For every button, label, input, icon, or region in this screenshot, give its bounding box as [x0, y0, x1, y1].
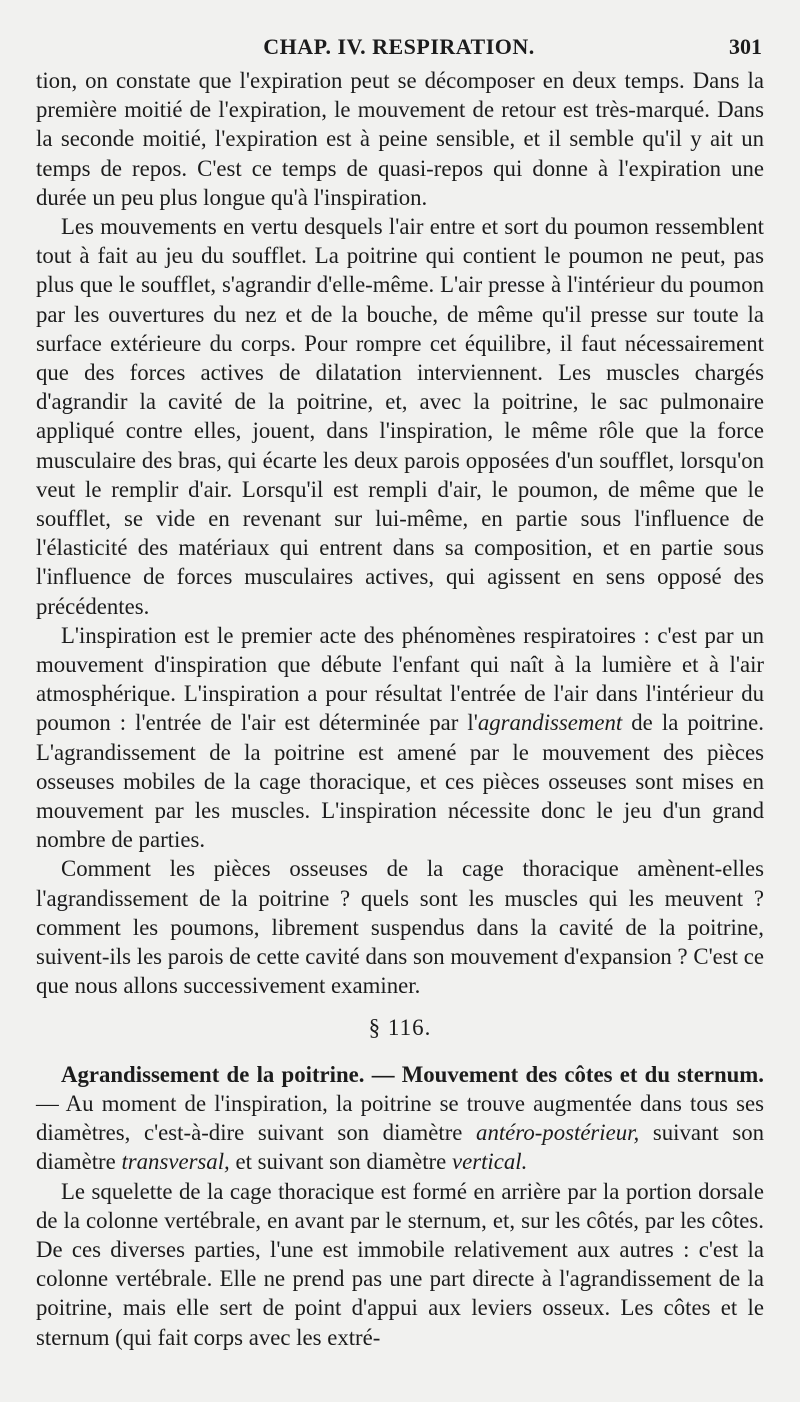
- section-number: § 116.: [368, 1014, 432, 1040]
- section-italic-2: transversal,: [121, 1149, 230, 1175]
- paragraph-2: Les mouvements en vertu desquels l'air entre et sort du poumon ressemblent tout à fait au jeu du soufflet. La poitrine qui contient le poumon ne peut, pas plus que le soufflet, s'agrandir d'elle-même. L'air presse à l'intérieur du poumon par les ouvertures du nez et de la bouche, de même qu'il presse sur toute la surface extérieure du corps. Pour rompre cet équilibre, il faut nécessairement que des forces actives de dilatation interviennent. Les muscles chargés d'agrandir la cavité de la poitrine, et, avec la poitrine, le sac pulmonaire appliqué contre elles, jouent, dans l'inspiration, le même rôle que la force musculaire des bras, qui écarte les deux parois opposées d'un soufflet, lorsqu'on veut le remplir d'air. Lorsqu'il est rempli d'air, le poumon, de même que le soufflet, se vide en revenant sur lui-même, en partie sous l'influence de l'élasticité des matériaux qui entrent dans sa composition, et en partie sous l'influence de forces musculaires actives, qui agissent en sens opposé des précédentes.: [36, 214, 764, 619]
- page-header: [36, 32, 762, 62]
- paragraph-3-text-before: L'inspiration est le premier acte des phénomènes respiratoires : c'est par un mouvement d'inspiration que débute l'enfant qui naît à la lumière et à l'air atmosphérique. L'inspiration a pour résultat l'entrée de l'air dans l'intérieur du poumon : l'entrée de l'air est déterminée par l': [36, 622, 764, 736]
- paragraph-3-text-after: de la poitrine. L'agrandissement de la poitrine est amené par le mouvement des pièces osseuses mobiles de la cage thoracique, et ces pièces osseuses sont mises en mouvement par les muscles. L'inspiration nécessite donc le jeu d'un grand nombre de parties.: [36, 710, 764, 853]
- body-text: [36, 66, 764, 1352]
- section-mid-2: et suivant son diamètre: [229, 1149, 452, 1175]
- section-heading-paragraph: [36, 1060, 764, 1177]
- section-mid-1: suivant son diamètre: [36, 1120, 764, 1175]
- paragraph-3-italic: agrandissement: [477, 710, 623, 736]
- paragraph-1: tion, on constate que l'expiration peut se décomposer en deux temps. Dans la première moitié de l'expiration, le mouvement de retour est très-marqué. Dans la seconde moitié, l'expiration est à peine sensible, et il semble qu'il y ait un temps de repos. C'est ce temps de quasi-repos qui donne à l'expiration une durée un peu plus longue qu'à l'inspiration.: [36, 68, 764, 210]
- section-italic-3: vertical.: [451, 1149, 528, 1175]
- section-italic-1: antéro-postérieur,: [476, 1120, 640, 1146]
- section-heading: Agrandissement de la poitrine. — Mouvement des côtes et du sternum.: [61, 1061, 764, 1087]
- last-paragraph: Le squelette de la cage thoracique est formé en arrière par la portion dorsale de la colonne vertébrale, en avant par le sternum, et, sur les côtés, par les côtes. De ces diverses parties, l'une est immobile relativement aux autres : c'est la colonne vertébrale. Elle ne prend pas une part directe à l'agrandissement de la poitrine, mais elle sert de point d'appui aux leviers osseux. Les côtes et le sternum (qui fait corps avec les extré-: [36, 1178, 764, 1350]
- running-title: CHAP. IV. RESPIRATION.: [263, 34, 535, 59]
- page-number: 301: [729, 34, 762, 59]
- paragraph-4: Comment les pièces osseuses de la cage thoracique amènent-elles l'agrandissement de la poitrine ? quels sont les muscles qui les meuvent ? comment les poumons, librement suspendus dans la cavité de la poitrine, suivent-ils les parois de cette cavité dans son mouvement d'expansion ? C'est ce que nous allons successivement examiner.: [36, 856, 764, 999]
- section-text-before: — Au moment de l'inspiration, la poitrine se trouve augmentée dans tous ses diamètres, c'est-à-dire suivant son diamètre: [36, 1090, 764, 1146]
- paragraph-3: [36, 621, 764, 855]
